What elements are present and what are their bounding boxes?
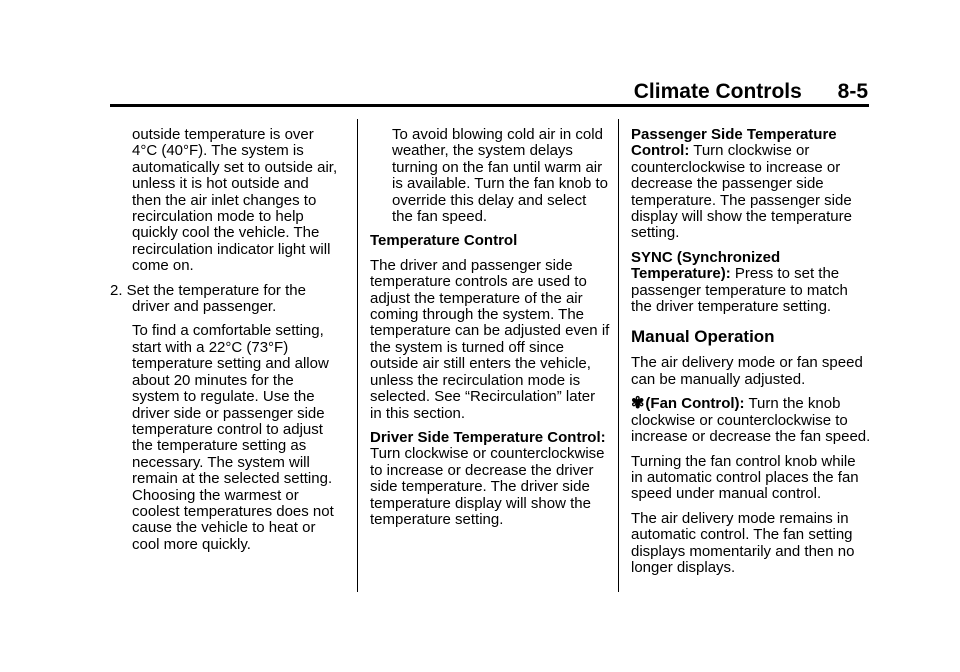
sync-text: Press to set the passenger temperature to match the driver temperature setting. <box>631 265 848 316</box>
paragraph: To avoid blowing cold air in cold weather, the system delays turning on the fan until warm air is available. Turn the fan knob to override this delay and select the fan speed. <box>392 126 608 226</box>
paragraph: To find a comfortable setting, start with a 22°C (73°F) temperature setting and allow about 20 minutes for the system to regulate. Use the driver side or passenger side temperature control to adjust the temperature setting as necessary. The system will remain at the selected setting. Choosing the warmest or coolest temperatures does not cause the vehicle to heat or cool more quickly. <box>132 322 334 553</box>
sync-label: SYNC (Synchronized Temperature): <box>631 248 781 283</box>
sync-entry <box>631 250 871 316</box>
driver-side-label: Driver Side Temperature Control: <box>370 428 606 446</box>
header-rule <box>110 104 869 107</box>
passenger-side-text: Turn clockwise or counterclockwise to increase or decrease the passenger side temperature. The passenger side display will show the temperature setting. <box>631 142 852 242</box>
section-title: Climate Controls <box>633 80 802 103</box>
page-header <box>110 80 868 104</box>
passenger-side-label: Passenger Side Temperature Control: <box>631 126 837 160</box>
paragraph: Turning the fan control knob while in automatic control places the fan speed under manual control. <box>631 452 859 503</box>
column-3 <box>631 127 871 584</box>
paragraph: The driver and passenger side temperature controls are used to adjust the temperature of the air coming through the system. The temperature can be adjusted even if the system is turned off since outside air still enters the vehicle, unless the recirculation mode is selected. See “Recirculation” later in this section. <box>370 256 610 422</box>
column-divider-1 <box>357 119 358 592</box>
driver-side-entry <box>370 430 610 528</box>
column-1 <box>110 127 342 561</box>
page-number: 8-5 <box>837 80 868 103</box>
paragraph: The air delivery mode remains in automatic control. The fan setting displays momentarily and then no longer displays. <box>631 509 855 576</box>
fan-icon: ✾ <box>631 395 645 413</box>
paragraph: outside temperature is over 4°C (40°F). The system is automatically set to outside air, unless it is hot outside and then the air inlet changes to recirculation mode to help quickly cool the vehicle. The recirculation indicator light will come on. <box>132 126 338 275</box>
passenger-side-entry <box>631 127 871 242</box>
section-heading-manual-operation: Manual Operation <box>631 327 775 347</box>
step-2: 2. Set the temperature for the driver and passenger. <box>110 281 306 316</box>
column-divider-2 <box>618 119 619 592</box>
fan-control-text: Turn the knob clockwise or counterclockwise to increase or decrease the fan speed. <box>631 395 871 446</box>
paragraph: The air delivery mode or fan speed can be manually adjusted. <box>631 354 863 388</box>
fan-control-label: (Fan Control): <box>645 395 745 413</box>
driver-side-text: Turn clockwise or counterclockwise to increase or decrease the driver side temperature. The driver side temperature display will show the temperature setting. <box>370 445 605 528</box>
column-2 <box>370 127 610 536</box>
subheading-temperature-control: Temperature Control <box>370 232 518 250</box>
fan-control-entry <box>631 396 871 445</box>
